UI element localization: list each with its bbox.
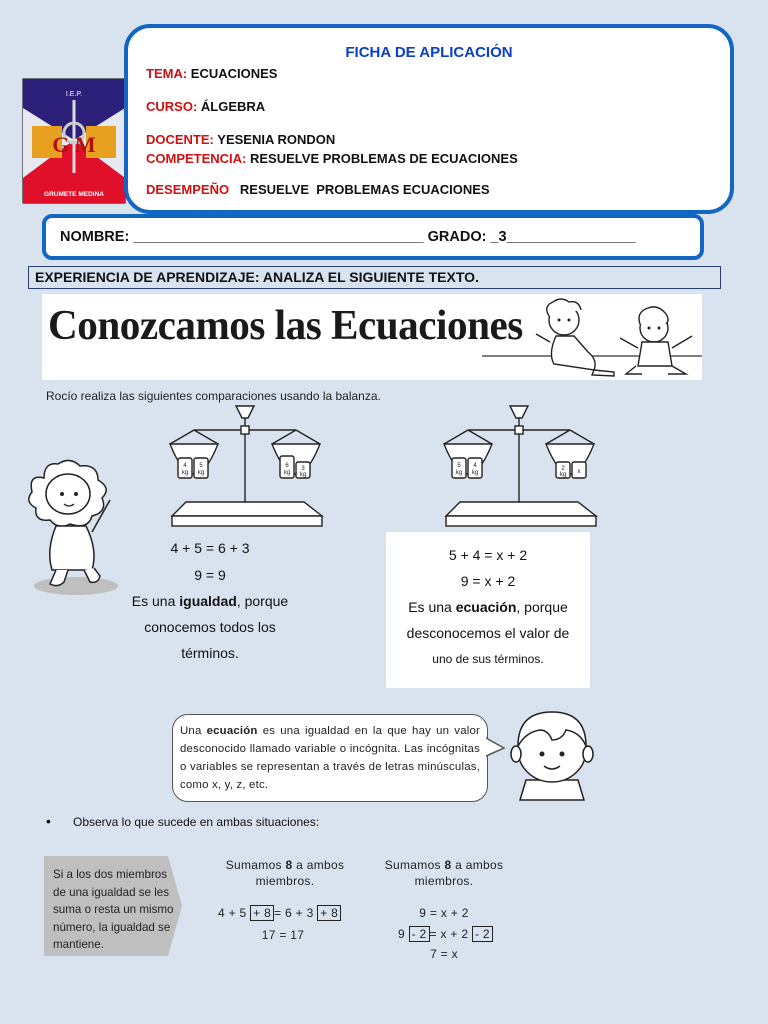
header-card	[124, 24, 734, 214]
sum-left-l1d: + 8	[317, 905, 341, 921]
svg-text:kg: kg	[455, 470, 463, 476]
logo-bottom-text: GRUMETE MEDINA	[44, 191, 104, 198]
right-desc-line3: uno de sus términos.	[432, 652, 544, 666]
balance-scale-right-icon	[438, 404, 602, 530]
right-example-box	[386, 532, 590, 688]
right-equations	[386, 542, 590, 594]
bullet-dot-icon: •	[46, 813, 51, 829]
banner	[42, 294, 702, 380]
tema-label: TEMA:	[146, 66, 188, 81]
left-desc-line3: términos.	[181, 645, 239, 661]
sum-left-head-pre: Sumamos	[225, 858, 286, 872]
bubble-tail-icon	[486, 736, 506, 760]
definition-bubble	[172, 714, 488, 802]
sum-left-l1c: = 6 + 3	[274, 906, 318, 920]
sum-left-line2: 17 = 17	[261, 928, 305, 942]
sum-left-l1b: + 8	[250, 905, 274, 921]
svg-text:5: 5	[457, 463, 461, 469]
sum-right-line3: 7 = x	[430, 947, 458, 961]
svg-text:kg: kg	[283, 470, 291, 476]
left-desc-line2: conocemos todos los	[144, 619, 276, 635]
desempeno-value: RESUELVE PROBLEMAS ECUACIONES	[229, 182, 490, 197]
desempeno-label: DESEMPEÑO	[146, 182, 230, 197]
sum-left-l1a: 4 + 5	[218, 906, 251, 920]
right-eq-1: 5 + 4 = x + 2	[448, 547, 528, 563]
definition-bold: ecuación	[206, 725, 258, 737]
competencia-value: RESUELVE PROBLEMAS DE ECUACIONES	[246, 151, 518, 166]
left-weight-3-label: 6	[285, 463, 289, 469]
sum-right-head-post: a ambos	[451, 858, 504, 872]
curso-row	[146, 99, 265, 114]
left-weight-4-label: 3	[301, 466, 305, 472]
competencia-label: COMPETENCIA:	[146, 151, 247, 166]
left-eq-2: 9 = 9	[194, 567, 226, 583]
sum-right-heading	[374, 857, 514, 889]
sum-left-head-post: a ambos	[292, 858, 345, 872]
rule-text: Si a los dos miembros de una igualdad se les suma o resta un mismo número, la igualdad se mantiene.	[53, 868, 174, 951]
right-desc-line2: desconocemos el valor de	[406, 625, 570, 641]
right-description	[386, 594, 590, 672]
left-desc-pre: Es una	[131, 593, 180, 609]
logo-top-text: I.E.P.	[65, 91, 83, 98]
tema-row	[146, 66, 277, 81]
svg-text:4: 4	[473, 463, 477, 469]
svg-text:kg: kg	[299, 472, 307, 478]
left-description	[110, 588, 310, 666]
experience-heading: EXPERIENCIA DE APRENDIZAJE: ANALIZA EL SIGUIENTE TEXTO.	[28, 266, 721, 289]
balance-scale-left-icon	[164, 404, 328, 530]
svg-text:x: x	[577, 469, 581, 475]
docente-label: DOCENTE:	[146, 132, 214, 147]
docente-value: YESENIA RONDON	[213, 132, 336, 147]
logo-letters: G M	[52, 132, 96, 157]
definition-pre: Una	[180, 725, 207, 737]
sum-left-heading	[215, 857, 355, 889]
left-weight-2-label: 5	[199, 463, 203, 469]
sum-right-line2	[398, 926, 493, 942]
svg-text:kg: kg	[181, 470, 189, 476]
right-eq-2: 9 = x + 2	[460, 573, 516, 589]
desempeno-row	[146, 182, 490, 197]
intro-text: Rocío realiza las siguientes comparaciones usando la balanza.	[46, 389, 381, 403]
school-logo	[22, 78, 126, 204]
left-desc-bold: igualdad	[179, 593, 237, 609]
tema-value: ECUACIONES	[187, 66, 278, 81]
docente-row	[146, 132, 335, 147]
left-desc-post: , porque	[236, 593, 289, 609]
right-desc-post: , porque	[516, 599, 568, 615]
svg-text:kg: kg	[559, 472, 567, 478]
boy-illustration-icon	[506, 706, 598, 802]
definition-text	[180, 722, 480, 794]
sum-left-head-bold: 8	[285, 858, 293, 872]
worksheet-title: FICHA DE APLICACIÓN	[345, 44, 513, 61]
left-eq-1: 4 + 5 = 6 + 3	[170, 540, 250, 556]
sum-right-line1: 9 = x + 2	[419, 906, 469, 920]
children-illustration-icon	[512, 298, 702, 378]
sum-right-l2c: = x + 2	[429, 927, 472, 941]
svg-text:2: 2	[561, 466, 565, 472]
observe-text: Observa lo que sucede en ambas situaciones:	[73, 815, 320, 829]
svg-text:kg: kg	[197, 470, 205, 476]
sum-right-l2d: - 2	[472, 926, 493, 942]
right-desc-bold: ecuación	[455, 599, 517, 615]
sum-right-head-pre: Sumamos	[384, 858, 445, 872]
right-desc-pre: Es una	[408, 599, 456, 615]
sum-right-head-bold: 8	[444, 858, 452, 872]
curso-value: ÁLGEBRA	[197, 99, 266, 114]
definition-post: es una igualdad en la que hay un valor desconocido llamado variable o incógnita. Las incógnitas o variables se representan a través de letras minúsculas, como x, y, z, etc.	[180, 725, 480, 791]
sum-right-head-line2: miembros.	[414, 874, 474, 888]
sum-left-line1	[218, 905, 341, 921]
curso-label: CURSO:	[146, 99, 198, 114]
sum-right-l2b: - 2	[409, 926, 430, 942]
banner-title: Conozcamos las Ecuaciones	[48, 303, 523, 349]
girl-illustration-icon	[26, 448, 128, 598]
competencia-row	[146, 151, 518, 166]
sum-left-head-line2: miembros.	[255, 874, 315, 888]
left-equations	[120, 535, 300, 589]
left-weight-1-label: 4	[183, 463, 187, 469]
student-name-bar[interactable]: NOMBRE: ____________________________________ GRADO: _3________________	[42, 214, 704, 260]
sum-right-l2a: 9	[398, 927, 409, 941]
svg-text:kg: kg	[471, 470, 479, 476]
